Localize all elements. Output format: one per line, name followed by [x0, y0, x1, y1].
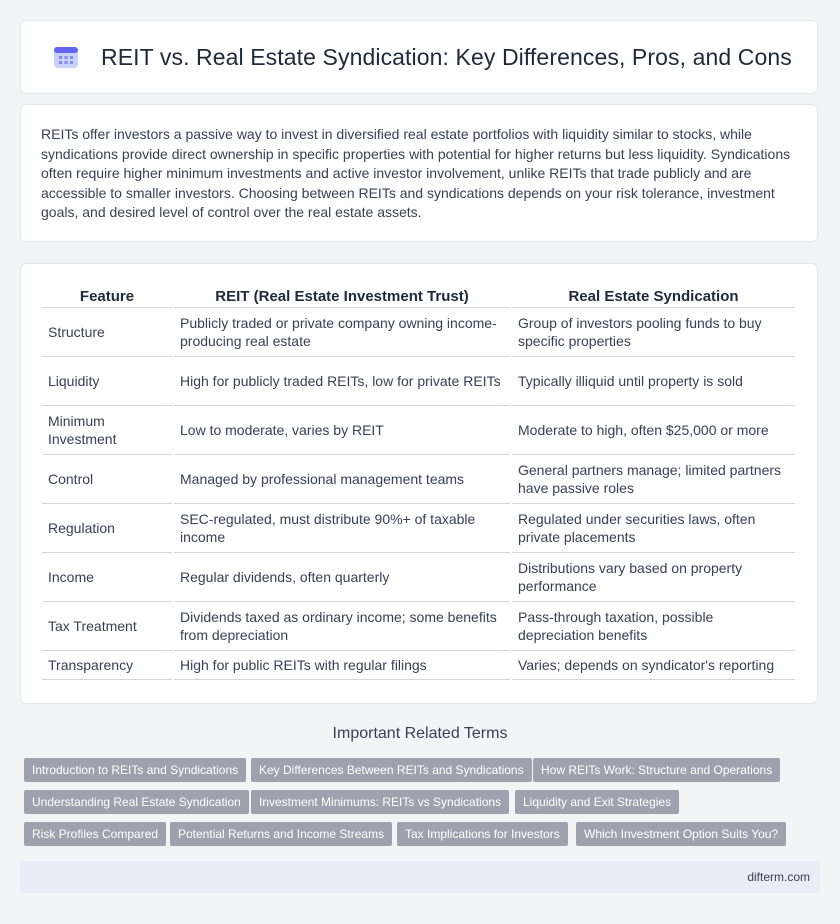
comparison-card — [20, 263, 818, 704]
table-row — [42, 406, 795, 455]
footer-site-link[interactable]: difterm.com — [747, 870, 810, 884]
reit-cell: SEC-regulated, must distribute 90%+ of taxable income — [174, 504, 510, 553]
table-row — [42, 308, 795, 357]
footer — [20, 861, 820, 893]
feature-cell: Liquidity — [42, 357, 172, 406]
feature-cell: Control — [42, 455, 172, 504]
table-row — [42, 602, 795, 651]
syndication-cell: Distributions vary based on property performance — [512, 553, 795, 602]
comparison-table — [40, 285, 797, 680]
syndication-cell: Regulated under securities laws, often private placements — [512, 504, 795, 553]
column-header-reit: REIT (Real Estate Investment Trust) — [174, 285, 510, 308]
table-row — [42, 504, 795, 553]
reit-cell: High for publicly traded REITs, low for private REITs — [174, 357, 510, 406]
related-term-link[interactable]: Potential Returns and Income Streams — [170, 822, 392, 846]
related-term-link[interactable]: Which Investment Option Suits You? — [576, 822, 786, 846]
intro-card — [20, 104, 818, 242]
table-row — [42, 455, 795, 504]
feature-cell: Tax Treatment — [42, 602, 172, 651]
table-row — [42, 651, 795, 680]
syndication-cell: Moderate to high, often $25,000 or more — [512, 406, 795, 455]
syndication-cell: Varies; depends on syndicator's reporting — [512, 651, 795, 680]
table-row — [42, 357, 795, 406]
related-terms-title: Important Related Terms — [332, 725, 508, 742]
related-term-link[interactable]: Key Differences Between REITs and Syndications — [251, 758, 532, 782]
related-term-link[interactable]: How REITs Work: Structure and Operations — [533, 758, 780, 782]
reit-cell: High for public REITs with regular filings — [174, 651, 510, 680]
feature-cell: Structure — [42, 308, 172, 357]
feature-cell: Regulation — [42, 504, 172, 553]
related-term-link[interactable]: Liquidity and Exit Strategies — [515, 790, 679, 814]
related-term-link[interactable]: Risk Profiles Compared — [24, 822, 166, 846]
syndication-cell: Typically illiquid until property is sold — [512, 357, 795, 406]
column-header-syndication: Real Estate Syndication — [512, 285, 795, 308]
feature-cell: Minimum Investment — [42, 406, 172, 455]
column-header-feature: Feature — [42, 285, 172, 308]
reit-cell: Managed by professional management teams — [174, 455, 510, 504]
intro-text: REITs offer investors a passive way to invest in diversified real estate portfolios with liquidity similar to stocks, while syndications provide direct ownership in specific properties with potential for higher returns but less liquidity. Syndications often require higher minimum investments and active investor involvement, unlike REITs that trade publicly and are accessible to smaller investors. Choosing between REITs and syndications depends on your risk tolerance, investment goals, and desired level of control over the real estate assets. — [41, 126, 791, 221]
reit-cell: Dividends taxed as ordinary income; some benefits from depreciation — [174, 602, 510, 651]
reit-cell: Regular dividends, often quarterly — [174, 553, 510, 602]
related-term-link[interactable]: Tax Implications for Investors — [397, 822, 568, 846]
reit-cell: Low to moderate, varies by REIT — [174, 406, 510, 455]
page-header — [20, 20, 818, 94]
syndication-cell: Group of investors pooling funds to buy specific properties — [512, 308, 795, 357]
reit-cell: Publicly traded or private company owning income-producing real estate — [174, 308, 510, 357]
table-row — [42, 553, 795, 602]
feature-cell: Transparency — [42, 651, 172, 680]
related-term-link[interactable]: Introduction to REITs and Syndications — [24, 758, 246, 782]
related-term-link[interactable]: Understanding Real Estate Syndication — [24, 790, 249, 814]
page-title: REIT vs. Real Estate Syndication: Key Differences, Pros, and Cons — [101, 43, 792, 70]
syndication-cell: Pass-through taxation, possible depreciation benefits — [512, 602, 795, 651]
syndication-cell: General partners manage; limited partners have passive roles — [512, 455, 795, 504]
table-header-row — [42, 285, 795, 308]
related-term-link[interactable]: Investment Minimums: REITs vs Syndications — [251, 790, 509, 814]
calendar-icon — [53, 44, 79, 70]
feature-cell: Income — [42, 553, 172, 602]
